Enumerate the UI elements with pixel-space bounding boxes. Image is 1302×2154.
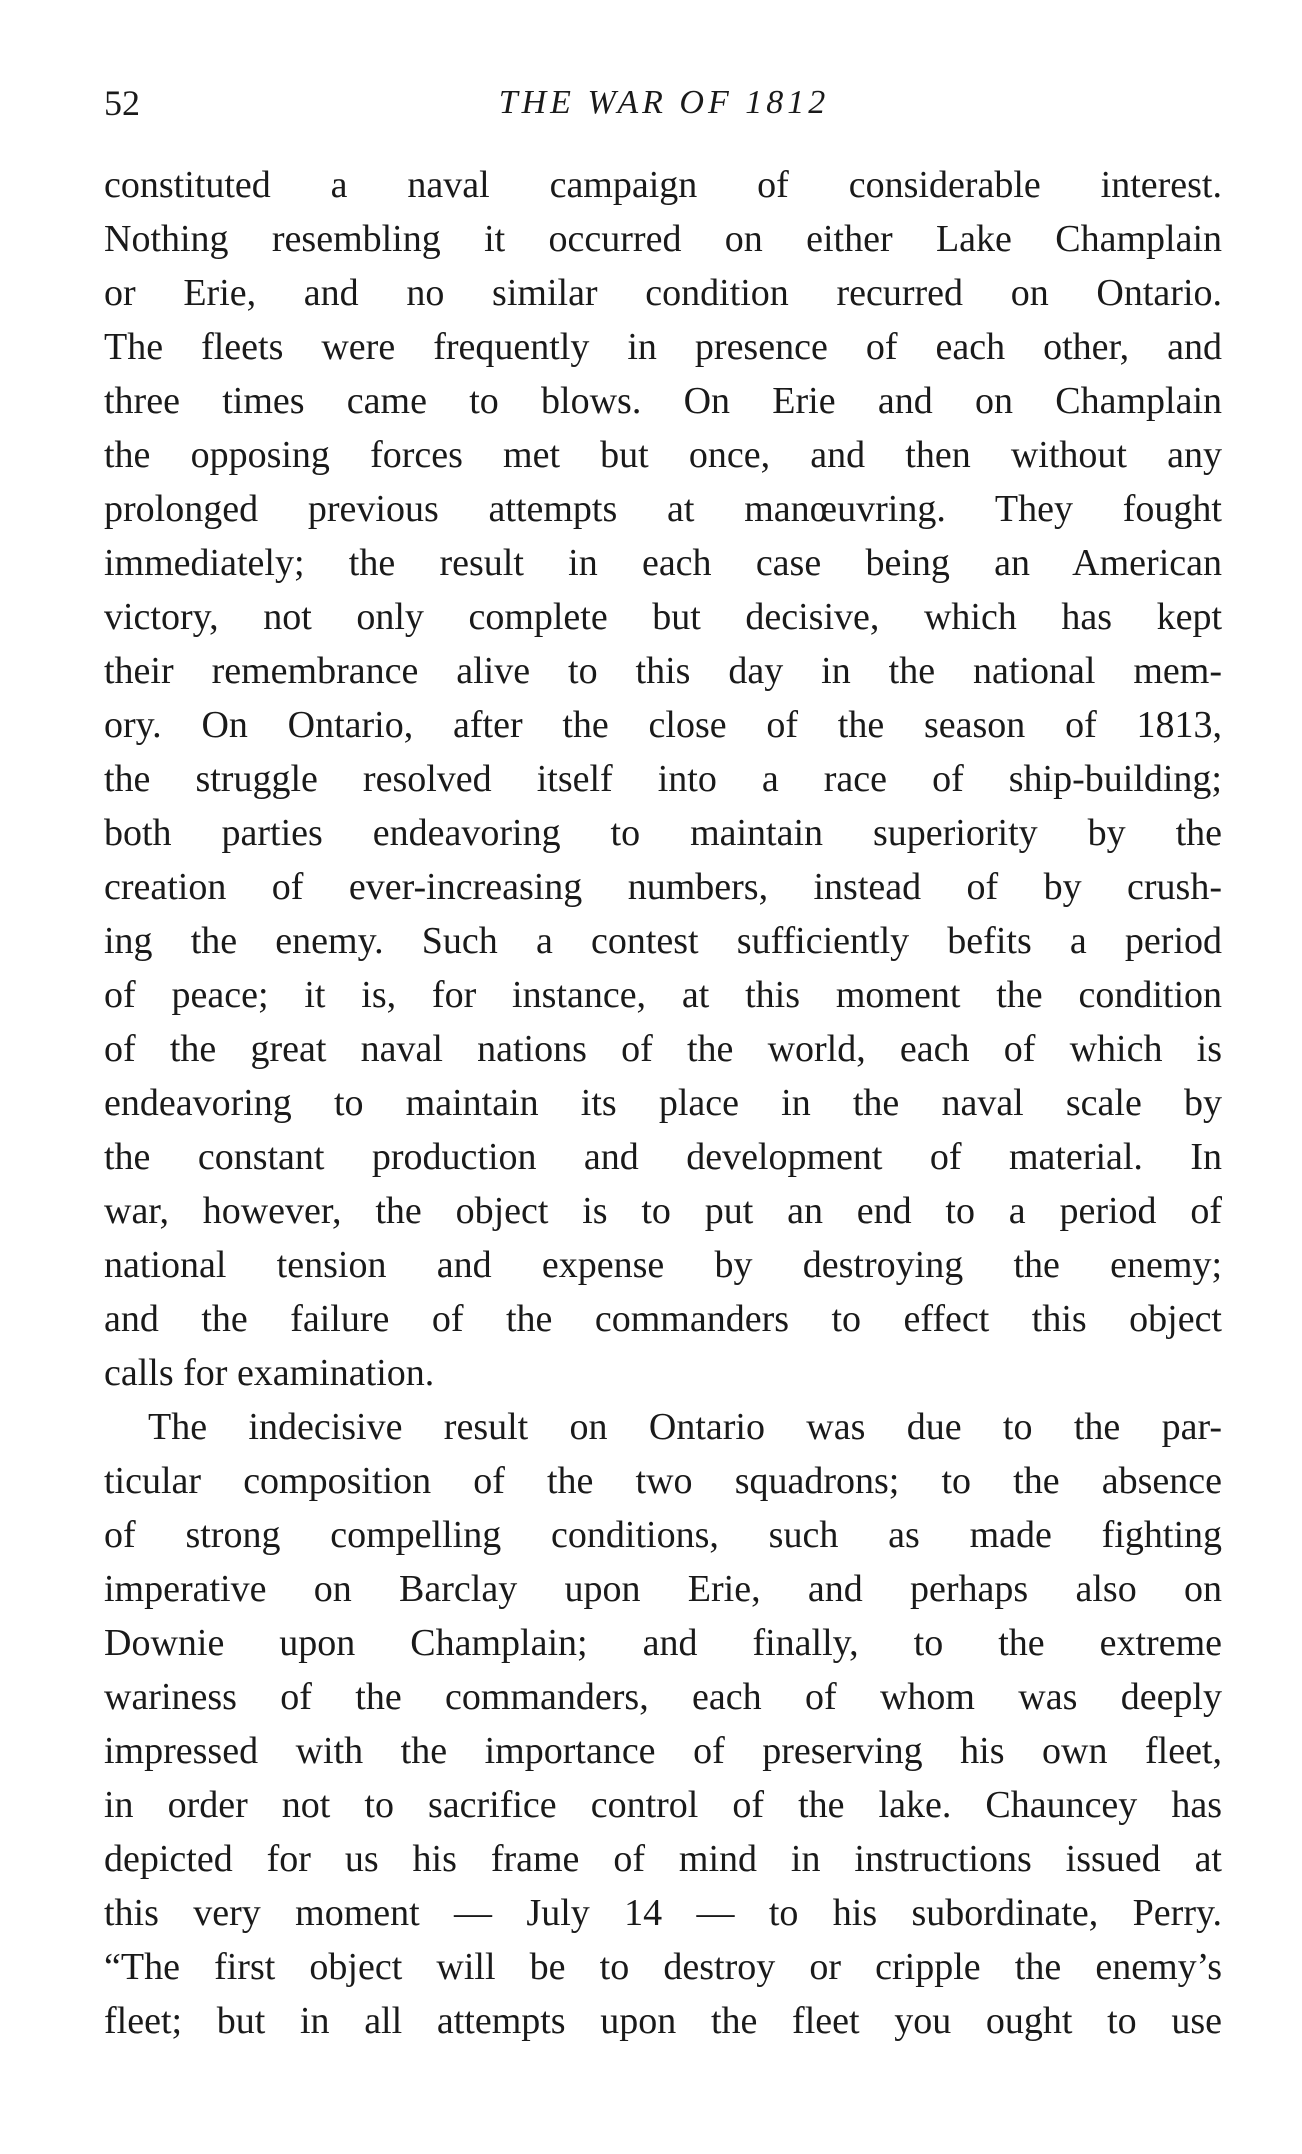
page-number: 52 [104, 83, 140, 123]
text-line: of peace; it is, for instance, at this moment the condition [104, 974, 1222, 1016]
text-line: Downie upon Champlain; and finally, to the extreme [104, 1622, 1222, 1664]
text-line: impressed with the importance of preserving his own fleet, [104, 1730, 1222, 1772]
text-line: the constant production and development of material. In [104, 1136, 1222, 1178]
paragraph [104, 1400, 1222, 2048]
text-line: national tension and expense by destroying the enemy; [104, 1244, 1222, 1286]
text-line: constituted a naval campaign of considerable interest. [104, 164, 1222, 206]
text-line: victory, not only complete but decisive, which has kept [104, 596, 1222, 638]
text-line: Nothing resembling it occurred on either Lake Champlain [104, 218, 1222, 260]
text-line: fleet; but in all attempts upon the fleet you ought to use [104, 2000, 1222, 2042]
text-line: three times came to blows. On Erie and on Champlain [104, 380, 1222, 422]
text-line: the struggle resolved itself into a race of ship-building; [104, 758, 1222, 800]
text-line: prolonged previous attempts at manœuvring. They fought [104, 488, 1222, 530]
text-line: or Erie, and no similar condition recurred on Ontario. [104, 272, 1222, 314]
text-line: “The first object will be to destroy or cripple the enemy’s [104, 1946, 1222, 1988]
text-line: The fleets were frequently in presence of each other, and [104, 326, 1222, 368]
text-line: wariness of the commanders, each of whom was deeply [104, 1676, 1222, 1718]
paragraph [104, 158, 1222, 1400]
text-line: depicted for us his frame of mind in instructions issued at [104, 1838, 1222, 1880]
text-line: their remembrance alive to this day in the national mem- [104, 650, 1222, 692]
text-line: imperative on Barclay upon Erie, and perhaps also on [104, 1568, 1222, 1610]
text-line: and the failure of the commanders to effect this object [104, 1298, 1222, 1340]
text-line: creation of ever-increasing numbers, instead of by crush- [104, 866, 1222, 908]
text-line: both parties endeavoring to maintain superiority by the [104, 812, 1222, 854]
text-line: this very moment — July 14 — to his subordinate, Perry. [104, 1892, 1222, 1934]
text-line: endeavoring to maintain its place in the naval scale by [104, 1082, 1222, 1124]
running-title: THE WAR OF 1812 [498, 84, 830, 121]
text-line: ing the enemy. Such a contest sufficiently befits a period [104, 920, 1222, 962]
text-line: ory. On Ontario, after the close of the season of 1813, [104, 704, 1222, 746]
text-line: ticular composition of the two squadrons; to the absence [104, 1460, 1222, 1502]
text-line: of strong compelling conditions, such as made fighting [104, 1514, 1222, 1556]
text-line: calls for examination. [104, 1352, 435, 1394]
text-line: war, however, the object is to put an end to a period of [104, 1190, 1222, 1232]
text-line: immediately; the result in each case being an American [104, 542, 1222, 584]
text-line: in order not to sacrifice control of the lake. Chauncey has [104, 1784, 1222, 1826]
text-line: The indecisive result on Ontario was due to the par- [148, 1406, 1222, 1448]
text-line: the opposing forces met but once, and then without any [104, 434, 1222, 476]
text-line: of the great naval nations of the world, each of which is [104, 1028, 1222, 1070]
page-header [104, 78, 1224, 128]
body-text [104, 158, 1222, 2048]
